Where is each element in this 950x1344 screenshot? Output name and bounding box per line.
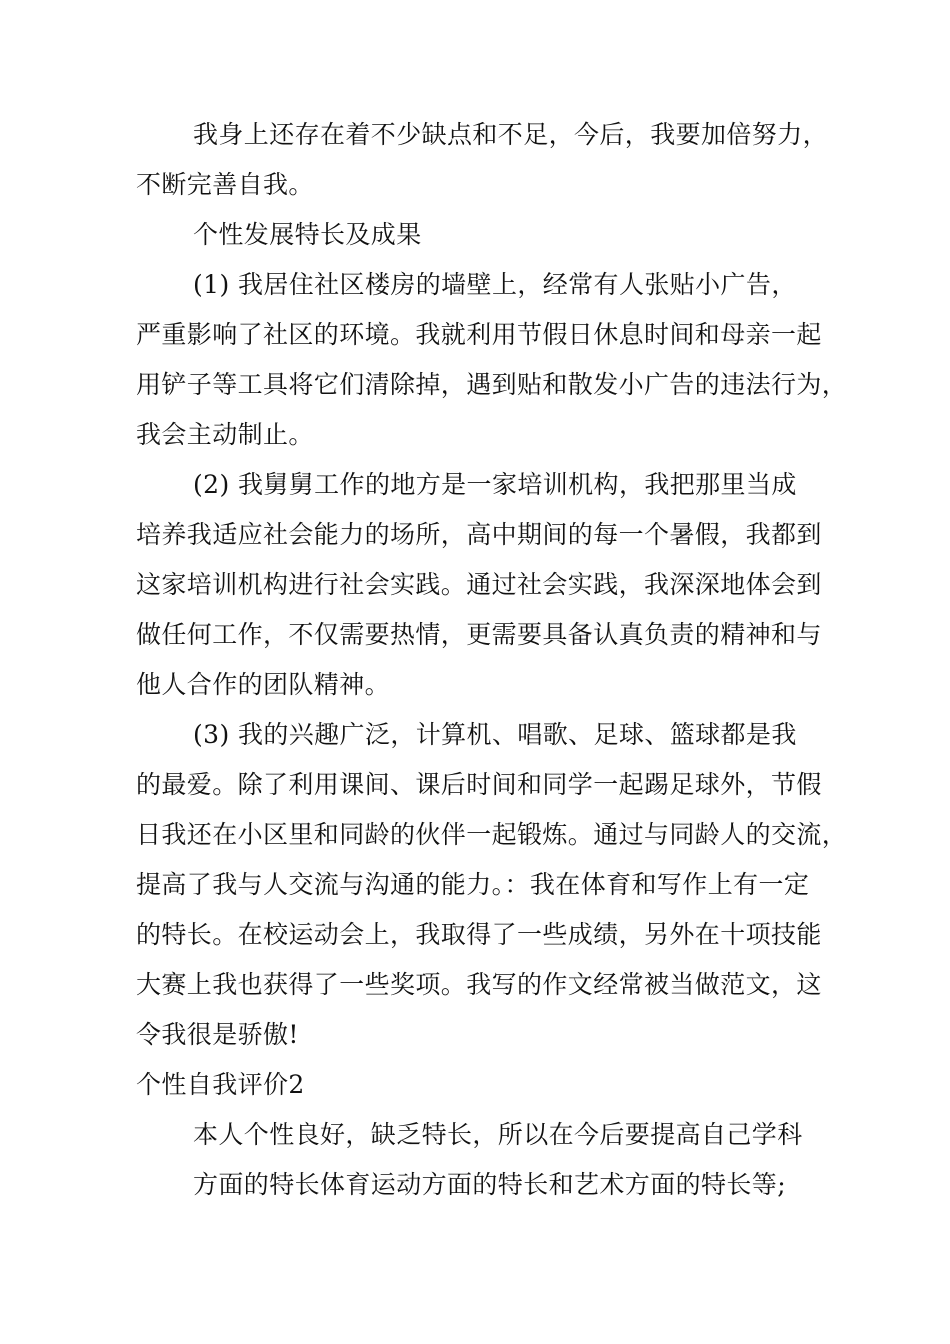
text-line: 培养我适应社会能力的场所，高中期间的每一个暑假，我都到 — [136, 520, 822, 549]
text-line: 本人个性良好，缺乏特长，所以在今后要提高自己学科 — [193, 1120, 803, 1149]
text-line: 方面的特长体育运动方面的特长和艺术方面的特长等; — [193, 1170, 787, 1199]
section-heading: 个性发展特长及成果 — [193, 220, 422, 249]
section-title: 个性自我评价2 — [136, 1070, 305, 1099]
text-line: 令我很是骄傲! — [136, 1020, 299, 1049]
text-line: 用铲子等工具将它们清除掉，遇到贴和散发小广告的违法行为， — [136, 370, 848, 399]
text-line: 这家培训机构进行社会实践。通过社会实践，我深深地体会到 — [136, 570, 822, 599]
text-line: 大赛上我也获得了一些奖项。我写的作文经常被当做范文，这 — [136, 970, 822, 999]
text-line: 提高了我与人交流与沟通的能力。：我在体育和写作上有一定 — [136, 870, 810, 899]
text-line: 的特长。在校运动会上，我取得了一些成绩，另外在十项技能 — [136, 920, 822, 949]
text-line: (3) 我的兴趣广泛，计算机、唱歌、足球、篮球都是我 — [193, 720, 797, 749]
text-line: (2) 我舅舅工作的地方是一家培训机构，我把那里当成 — [193, 470, 797, 499]
text-line: 不断完善自我。 — [136, 170, 314, 199]
text-line: 我身上还存在着不少缺点和不足，今后，我要加倍努力， — [193, 120, 829, 149]
text-line: 严重影响了社区的环境。我就利用节假日休息时间和母亲一起 — [136, 320, 822, 349]
text-line: 日我还在小区里和同龄的伙伴一起锻炼。通过与同龄人的交流， — [136, 820, 848, 849]
text-line: (1) 我居住社区楼房的墙壁上，经常有人张贴小广告， — [193, 270, 797, 299]
text-line: 我会主动制止。 — [136, 420, 314, 449]
text-line: 他人合作的团队精神。 — [136, 670, 391, 699]
text-line: 的最爱。除了利用课间、课后时间和同学一起踢足球外，节假 — [136, 770, 822, 799]
text-line: 做任何工作，不仅需要热情，更需要具备认真负责的精神和与 — [136, 620, 822, 649]
